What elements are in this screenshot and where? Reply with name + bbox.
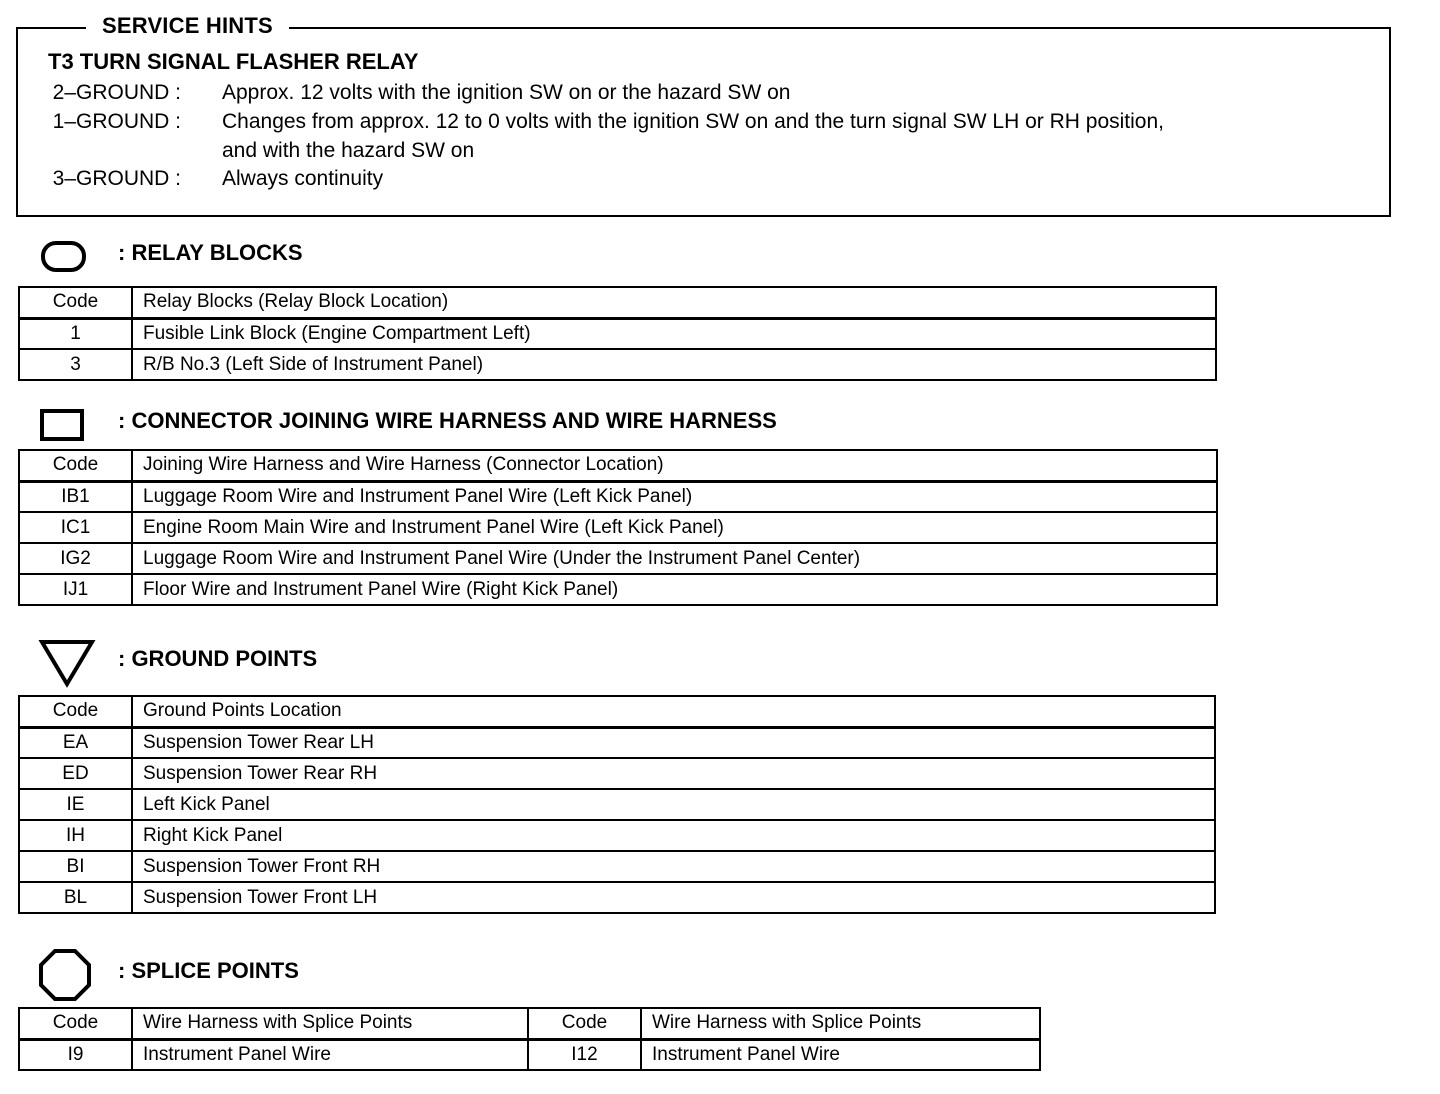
- table-row: [19, 481, 1217, 512]
- table-header-row: [19, 287, 1216, 318]
- header-code: Code: [528, 1008, 641, 1039]
- hint-label: 3–GROUND :: [52, 167, 181, 190]
- header-code: Code: [19, 1008, 132, 1039]
- splice-points-table: [18, 1007, 1041, 1071]
- table-row: [19, 512, 1217, 543]
- hint-label: 2–GROUND :: [52, 81, 181, 104]
- table-row: [19, 851, 1215, 882]
- row-code: IG2: [19, 543, 132, 574]
- connectors-title: : CONNECTOR JOINING WIRE HARNESS AND WIRE HARNESS: [118, 408, 777, 433]
- header-code: Code: [19, 287, 132, 318]
- hint-label: 1–GROUND :: [52, 110, 181, 133]
- row-code: 1: [19, 318, 132, 349]
- table-row: [19, 318, 1216, 349]
- row-desc: Engine Room Main Wire and Instrument Panel Wire (Left Kick Panel): [132, 512, 1217, 543]
- relay-blocks-title: : RELAY BLOCKS: [118, 240, 303, 265]
- service-hints-title: SERVICE HINTS: [86, 13, 289, 39]
- row-code: IE: [19, 789, 132, 820]
- row-code: IC1: [19, 512, 132, 543]
- row-code: IH: [19, 820, 132, 851]
- row-desc: Suspension Tower Rear LH: [132, 727, 1215, 758]
- row-desc: Instrument Panel Wire: [132, 1039, 528, 1070]
- table-header-row: [19, 450, 1217, 481]
- triangle-down-icon: [38, 638, 96, 688]
- row-desc: Left Kick Panel: [132, 789, 1215, 820]
- row-desc: Suspension Tower Rear RH: [132, 758, 1215, 789]
- table-row: [19, 574, 1217, 605]
- connectors-table: [18, 449, 1218, 606]
- row-code: EA: [19, 727, 132, 758]
- header-desc: Joining Wire Harness and Wire Harness (Connector Location): [132, 450, 1217, 481]
- row-code: I9: [19, 1039, 132, 1070]
- row-code: BI: [19, 851, 132, 882]
- header-desc: Relay Blocks (Relay Block Location): [132, 287, 1216, 318]
- table-row: [19, 758, 1215, 789]
- row-desc: Luggage Room Wire and Instrument Panel Wire (Under the Instrument Panel Center): [132, 543, 1217, 574]
- table-row: [19, 727, 1215, 758]
- header-desc: Wire Harness with Splice Points: [132, 1008, 528, 1039]
- table-header-row: [19, 1008, 1040, 1039]
- row-code: I12: [528, 1039, 641, 1070]
- header-code: Code: [19, 450, 132, 481]
- hint-text: Changes from approx. 12 to 0 volts with the ignition SW on and the turn signal SW LH or RH position,: [222, 110, 1164, 133]
- table-row: [19, 820, 1215, 851]
- ground-points-title: : GROUND POINTS: [118, 646, 318, 671]
- octagon-icon: [38, 948, 92, 1002]
- row-desc: Luggage Room Wire and Instrument Panel Wire (Left Kick Panel): [132, 481, 1217, 512]
- table-row: [19, 349, 1216, 380]
- table-row: [19, 543, 1217, 574]
- table-row: [19, 1039, 1040, 1070]
- row-desc: Suspension Tower Front LH: [132, 882, 1215, 913]
- header-desc: Ground Points Location: [132, 696, 1215, 727]
- row-code: IB1: [19, 481, 132, 512]
- table-row: [19, 789, 1215, 820]
- row-desc: Suspension Tower Front RH: [132, 851, 1215, 882]
- header-desc: Wire Harness with Splice Points: [641, 1008, 1040, 1039]
- row-desc: Fusible Link Block (Engine Compartment Left): [132, 318, 1216, 349]
- row-code: BL: [19, 882, 132, 913]
- row-code: IJ1: [19, 574, 132, 605]
- row-code: 3: [19, 349, 132, 380]
- row-desc: Floor Wire and Instrument Panel Wire (Right Kick Panel): [132, 574, 1217, 605]
- splice-points-title: : SPLICE POINTS: [118, 958, 299, 983]
- row-code: ED: [19, 758, 132, 789]
- row-desc: Instrument Panel Wire: [641, 1039, 1040, 1070]
- table-header-row: [19, 696, 1215, 727]
- square-icon: [40, 408, 86, 442]
- header-code: Code: [19, 696, 132, 727]
- hint-text: Approx. 12 volts with the ignition SW on or the hazard SW on: [222, 81, 791, 104]
- service-hints-heading: T3 TURN SIGNAL FLASHER RELAY: [48, 49, 419, 74]
- hint-text: and with the hazard SW on: [222, 139, 475, 162]
- row-desc: R/B No.3 (Left Side of Instrument Panel): [132, 349, 1216, 380]
- relay-blocks-table: [18, 286, 1217, 381]
- row-desc: Right Kick Panel: [132, 820, 1215, 851]
- hint-text: Always continuity: [222, 167, 384, 190]
- table-row: [19, 882, 1215, 913]
- rounded-rectangle-icon: [40, 240, 88, 274]
- ground-points-table: [18, 695, 1216, 914]
